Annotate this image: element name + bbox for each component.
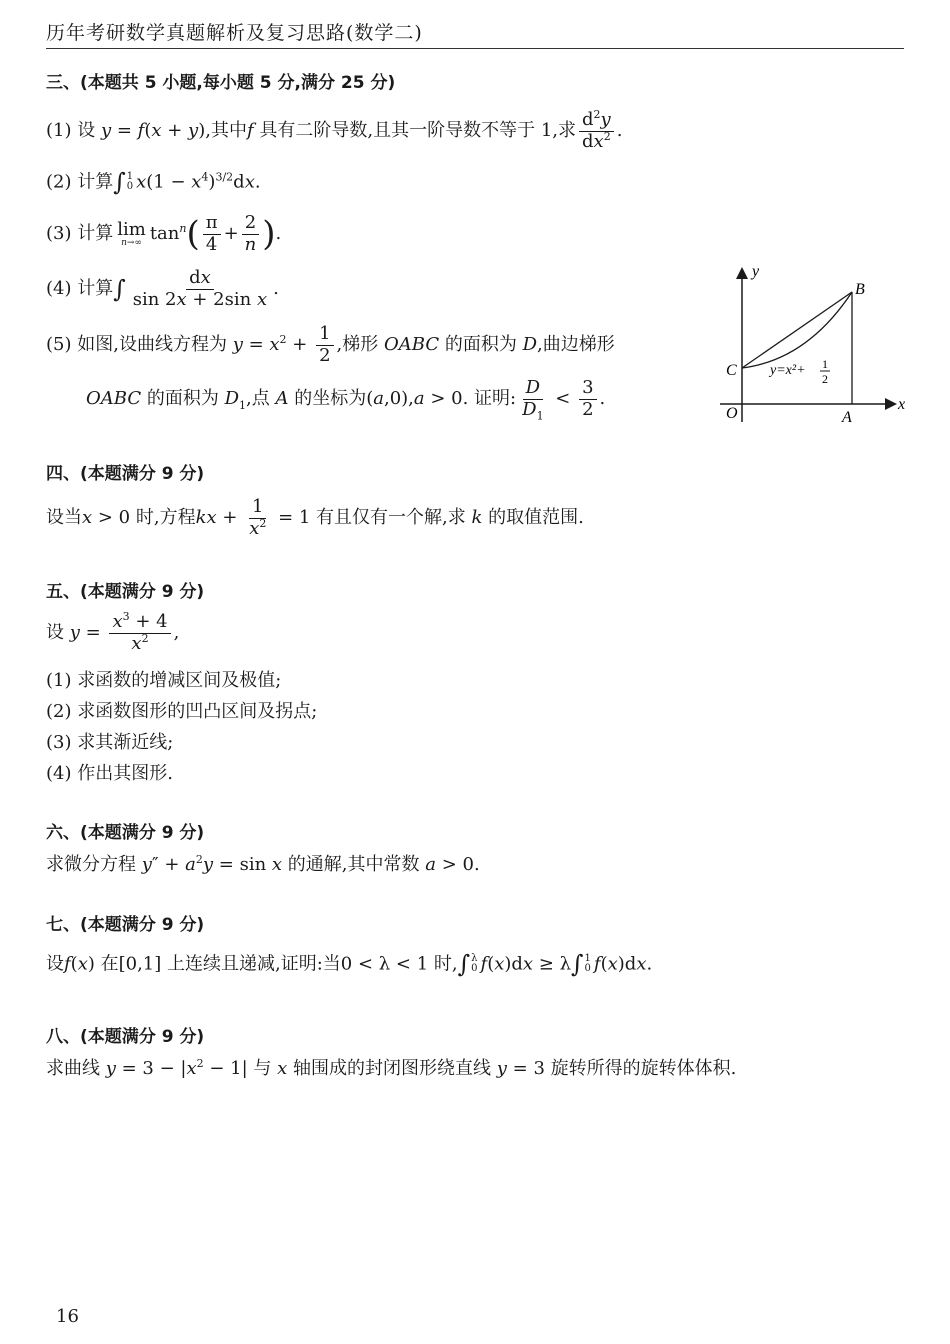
- section-3-title: 三、(本题共 5 小题,每小题 5 分,满分 25 分): [46, 73, 396, 93]
- curve-half-num: 1: [822, 357, 828, 371]
- question-3-5-line2: OABC 的面积为 $D_1$,点 A 的坐标为(a,0),a > 0. 证明: $\frac{D}{D_1}$ < $\frac{3}{2}$ .: [86, 377, 606, 423]
- trapezoid-figure: [712, 262, 912, 432]
- question-5-2: (2) 求函数图形的凹凸区间及拐点;: [46, 701, 318, 722]
- question-5-1: (1) 求函数的增减区间及极值;: [46, 670, 282, 691]
- page-number: 16: [56, 1306, 79, 1327]
- curve-label: y=x²+: [770, 363, 806, 378]
- page-header: 历年考研数学真题解析及复习思路(数学二): [46, 22, 423, 44]
- section-7-title: 七、(本题满分 9 分): [46, 915, 205, 935]
- label-x: x: [898, 396, 906, 413]
- label-b: B: [855, 281, 865, 298]
- question-6: 求微分方程 $y'' + a^2y = \sin x$ 的通解,其中常数 a > 0.: [46, 853, 480, 875]
- question-3-1: (1) 设 y = f(x + y),其中f 具有二阶导数,且其一阶导数不等于 1,求 $\frac{d^2y}{dx^2}$ .: [46, 108, 623, 152]
- question-5-4: (4) 作出其图形.: [46, 763, 173, 784]
- question-3-2: (2) 计算∫ 1 0 $x(1 - x^4)^{3/2}dx$.: [46, 168, 261, 196]
- question-3-3: (3) 计算 lim n→∞ $\tan^n$( $\frac{\pi}{4}$ + $\frac{2}{n}$ ).: [46, 212, 282, 255]
- question-7: 设f(x) 在[0,1] 上连续且递减,证明:当0 < λ < 1 时,∫ λ 0 f(x)dx ≥ λ∫ 1 0 f(x)dx.: [46, 950, 653, 978]
- question-5-3: (3) 求其渐近线;: [46, 732, 174, 753]
- section-8-title: 八、(本题满分 9 分): [46, 1027, 205, 1047]
- label-c: C: [726, 362, 737, 379]
- question-8: 求曲线 $y = 3 - |x^2 - 1|$ 与 x 轴围成的封闭图形绕直线 y = 3 旋转所得的旋转体体积.: [46, 1057, 737, 1079]
- header-divider: [46, 48, 904, 49]
- label-o: O: [726, 405, 738, 422]
- label-y: y: [752, 263, 760, 280]
- question-3-4: (4) 计算∫ $\frac{dx}{\text{sin 2x + 2sin x}}$ .: [46, 267, 279, 310]
- curve-half-den: 2: [822, 372, 828, 386]
- section-4-title: 四、(本题满分 9 分): [46, 464, 205, 484]
- chord-cb: [742, 292, 852, 368]
- question-5-def: 设 y = $\frac{x^3 + 4}{x^2}$ ,: [46, 610, 180, 654]
- question-4: 设当x > 0 时,方程kx + $\frac{1}{x^2}$ = 1 有且仅有一个解,求 k 的取值范围.: [46, 496, 584, 539]
- label-a: A: [842, 409, 852, 426]
- question-3-5-line1: (5) 如图,设曲线方程为 $y = x^2$ + $\frac{1}{2}$ ,梯形 OABC 的面积为 D,曲边梯形: [46, 323, 615, 366]
- section-6-title: 六、(本题满分 9 分): [46, 823, 205, 843]
- section-5-title: 五、(本题满分 9 分): [46, 582, 205, 602]
